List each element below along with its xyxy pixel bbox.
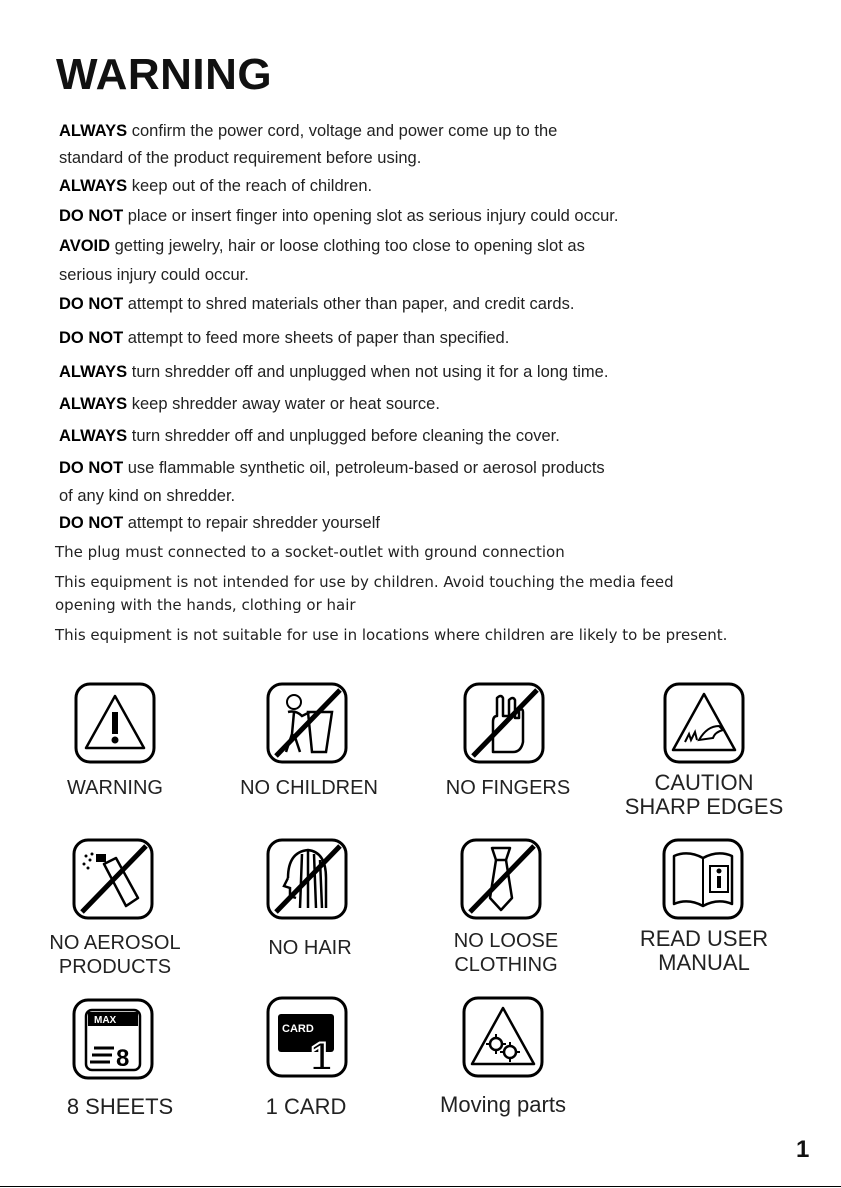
warning-line: ALWAYS confirm the power cord, voltage and power come up to the (59, 122, 558, 140)
warning-line: DO NOT attempt to repair shredder yourself (59, 514, 380, 532)
page-number: 1 (796, 1136, 810, 1163)
warning-line: AVOID getting jewelry, hair or loose clothing too close to opening slot as (59, 237, 585, 255)
page-title: WARNING (56, 50, 273, 99)
icon-label: NO FINGERS (445, 777, 571, 799)
warning-line: ALWAYS keep shredder away water or heat source. (59, 395, 440, 413)
icon-label: 8 SHEETS (66, 1094, 174, 1119)
read-user-manual-icon (662, 838, 744, 920)
warning-icon (74, 682, 156, 764)
svg-text:8: 8 (116, 1045, 130, 1072)
max-sheets-icon (72, 998, 154, 1080)
one-card-icon (266, 996, 348, 1078)
icon-label: READ USER MANUAL (639, 926, 769, 975)
icon-label: NO CHILDREN (240, 777, 378, 799)
warning-line: of any kind on shredder. (59, 487, 236, 505)
bottom-rule (0, 1186, 841, 1187)
warning-line: DO NOT use flammable synthetic oil, petroleum-based or aerosol products (59, 459, 605, 477)
warning-line: ALWAYS turn shredder off and unplugged before cleaning the cover. (59, 427, 560, 445)
icon-label: CAUTION SHARP EDGES (624, 770, 784, 819)
icon-label: NO HAIR (268, 937, 352, 959)
warning-line: serious injury could occur. (59, 266, 249, 284)
no-hair-icon (266, 838, 348, 920)
warning-line: ALWAYS turn shredder off and unplugged when not using it for a long time. (59, 363, 609, 381)
icon-label: WARNING (67, 777, 163, 799)
no-loose-clothing-icon (460, 838, 542, 920)
warning-line: DO NOT place or insert finger into opening slot as serious injury could occur. (59, 207, 619, 225)
icon-label: 1 CARD (265, 1094, 347, 1119)
note-line: This equipment is not intended for use by children. Avoid touching the media feed (55, 573, 674, 591)
no-fingers-icon (463, 682, 545, 764)
svg-text:1: 1 (310, 1035, 333, 1078)
warning-line: DO NOT attempt to feed more sheets of paper than specified. (59, 329, 510, 347)
icon-label: NO LOOSE CLOTHING (453, 930, 559, 976)
no-children-icon (266, 682, 348, 764)
note-line: opening with the hands, clothing or hair (55, 596, 356, 614)
warning-line: DO NOT attempt to shred materials other than paper, and credit cards. (59, 295, 575, 313)
no-aerosol-icon (72, 838, 154, 920)
note-line: The plug must connected to a socket-outlet with ground connection (55, 543, 565, 561)
note-line: This equipment is not suitable for use in locations where children are likely to be present. (55, 626, 728, 644)
caution-sharp-edges-icon (663, 682, 745, 764)
warning-line: standard of the product requirement before using. (59, 149, 422, 167)
icon-label: NO AEROSOL PRODUCTS (49, 932, 181, 978)
icon-label: Moving parts (440, 1092, 566, 1117)
svg-text:MAX: MAX (94, 1015, 117, 1026)
warning-line: ALWAYS keep out of the reach of children. (59, 177, 373, 195)
moving-parts-icon (462, 996, 544, 1078)
svg-text:CARD: CARD (282, 1023, 314, 1035)
